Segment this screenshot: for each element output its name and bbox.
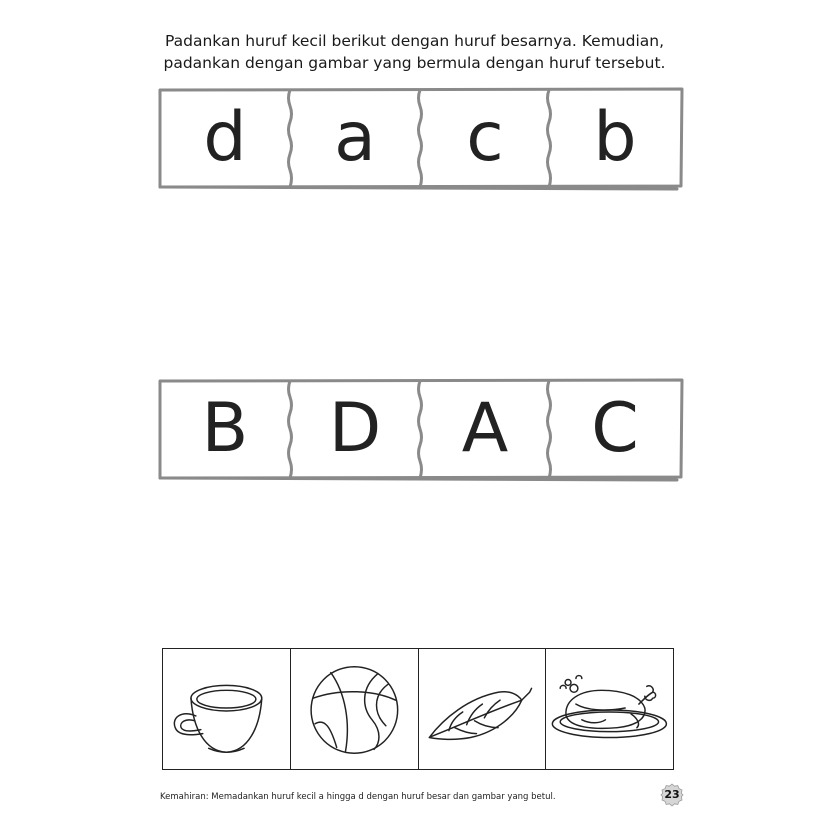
letter: C — [591, 389, 639, 468]
page-number-badge — [660, 783, 684, 807]
letter: c — [466, 98, 504, 177]
picture-card-3[interactable] — [419, 649, 547, 769]
letter: b — [593, 98, 637, 177]
uppercase-letter-row — [160, 381, 680, 477]
letter: a — [334, 98, 376, 177]
skill-footer: Kemahiran: Memadankan huruf kecil a hingga d dengan huruf besar dan gambar yang betul. — [160, 792, 556, 802]
picture-card-4[interactable] — [546, 649, 673, 769]
instruction-text — [0, 30, 829, 74]
letter-card-lower-4[interactable] — [550, 90, 680, 186]
letter-card-upper-1[interactable] — [160, 381, 290, 477]
letter-card-lower-3[interactable] — [420, 90, 550, 186]
letter-card-upper-3[interactable] — [420, 381, 550, 477]
leaf-icon — [419, 649, 546, 769]
letter-card-upper-2[interactable] — [290, 381, 420, 477]
page-number: 23 — [664, 788, 680, 801]
lowercase-letter-row — [160, 90, 680, 186]
letter-card-lower-2[interactable] — [290, 90, 420, 186]
instruction-line-1: Padankan huruf kecil berikut dengan huruf besarnya. Kemudian, — [164, 32, 665, 50]
picture-row — [162, 648, 674, 770]
letter: D — [328, 389, 382, 468]
letter: d — [203, 98, 247, 177]
cup-icon — [163, 649, 290, 769]
roast-chicken-icon — [546, 649, 673, 769]
instruction-line-2: padankan dengan gambar yang bermula dengan huruf tersebut. — [163, 54, 666, 72]
letter-card-upper-4[interactable] — [550, 381, 680, 477]
picture-card-2[interactable] — [291, 649, 419, 769]
letter: A — [461, 389, 509, 468]
ball-icon — [291, 649, 418, 769]
letter: B — [201, 389, 249, 468]
picture-card-1[interactable] — [163, 649, 291, 769]
letter-card-lower-1[interactable] — [160, 90, 290, 186]
